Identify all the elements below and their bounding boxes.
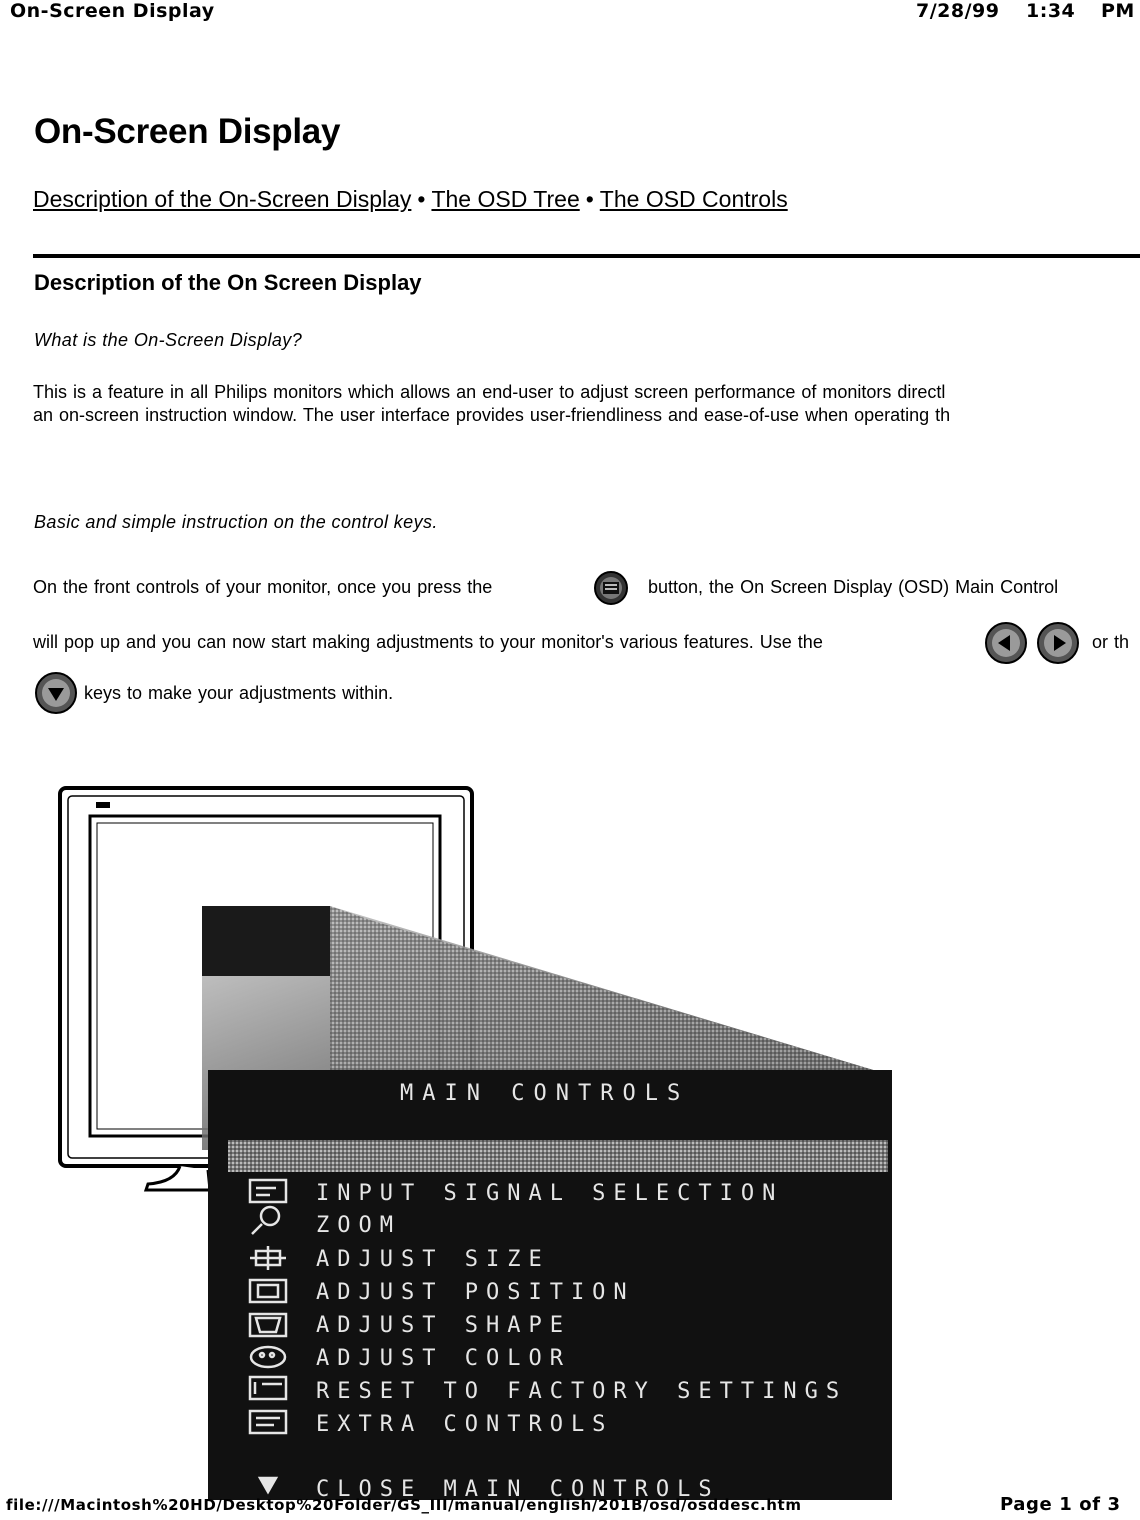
monitor-illustration (0, 770, 1140, 1500)
osd-menu-item[interactable]: ZOOM (316, 1213, 401, 1238)
left-arrow-key-icon (983, 620, 1029, 666)
paragraph-line: button, the On Screen Display (OSD) Main Control (648, 577, 1059, 597)
osd-title: MAIN CONTROLS (400, 1081, 690, 1106)
ok-button-icon (593, 570, 629, 606)
osd-menu-item[interactable]: ADJUST COLOR (316, 1346, 571, 1371)
nav-separator: • (417, 186, 426, 212)
horizontal-rule (33, 254, 1140, 258)
print-header-ampm: PM (1101, 0, 1135, 22)
nav-link-osd-controls[interactable]: The OSD Controls (599, 186, 788, 212)
paragraph-line: an on-screen instruction window. The user interface provides user-friendliness and ease-of-use when operating th (33, 405, 951, 425)
question-what-is-osd: What is the On-Screen Display? (34, 330, 303, 350)
print-footer-path: file:///Macintosh%20HD/Desktop%20Folder/GS_III/manual/english/201B/osd/osddesc.htm (6, 1496, 802, 1514)
print-footer-page (1000, 1494, 1121, 1515)
paragraph-line: keys to make your adjustments within. (84, 683, 394, 703)
print-header-date: 7/28/99 (916, 0, 1000, 22)
section-nav (33, 186, 788, 213)
down-arrow-key-icon (33, 670, 79, 716)
osd-menu-item[interactable]: ADJUST SIZE (316, 1247, 550, 1272)
paragraph-line: will pop up and you can now start making adjustments to your monitor's various features. Use the (33, 632, 823, 652)
nav-link-osd-tree[interactable]: The OSD Tree (431, 186, 580, 212)
nav-separator: • (585, 186, 594, 212)
print-header-time: 1:34 (1026, 0, 1076, 22)
page-title: On-Screen Display (34, 112, 341, 151)
question-control-keys: Basic and simple instruction on the control keys. (34, 512, 438, 532)
osd-menu-item[interactable]: EXTRA CONTROLS (316, 1412, 614, 1437)
osd-menu-item[interactable]: INPUT SIGNAL SELECTION (316, 1181, 784, 1206)
page-label: Page (1000, 1494, 1053, 1515)
osd-close-item[interactable]: CLOSE MAIN CONTROLS (316, 1477, 720, 1500)
paragraph-line: This is a feature in all Philips monitors which allows an end-user to adjust screen performance of monitors directl (33, 382, 946, 402)
print-header-title: On-Screen Display (10, 0, 215, 22)
section-heading: Description of the On Screen Display (34, 270, 422, 295)
osd-menu-item[interactable]: RESET TO FACTORY SETTINGS (316, 1379, 848, 1404)
paragraph-line: or th (1092, 632, 1130, 652)
osd-menu-item[interactable]: ADJUST POSITION (316, 1280, 635, 1305)
osd-menu-item[interactable]: ADJUST SHAPE (316, 1313, 571, 1338)
right-arrow-key-icon (1035, 620, 1081, 666)
nav-link-description[interactable]: Description of the On-Screen Display (33, 186, 412, 212)
page-total: 3 (1107, 1494, 1121, 1515)
paragraph-line: On the front controls of your monitor, once you press the (33, 577, 493, 597)
osd-illustration (0, 770, 1140, 1500)
osd-highlight-bar (228, 1140, 888, 1172)
page-number: 1 (1059, 1494, 1073, 1515)
of-label: of (1079, 1494, 1101, 1515)
